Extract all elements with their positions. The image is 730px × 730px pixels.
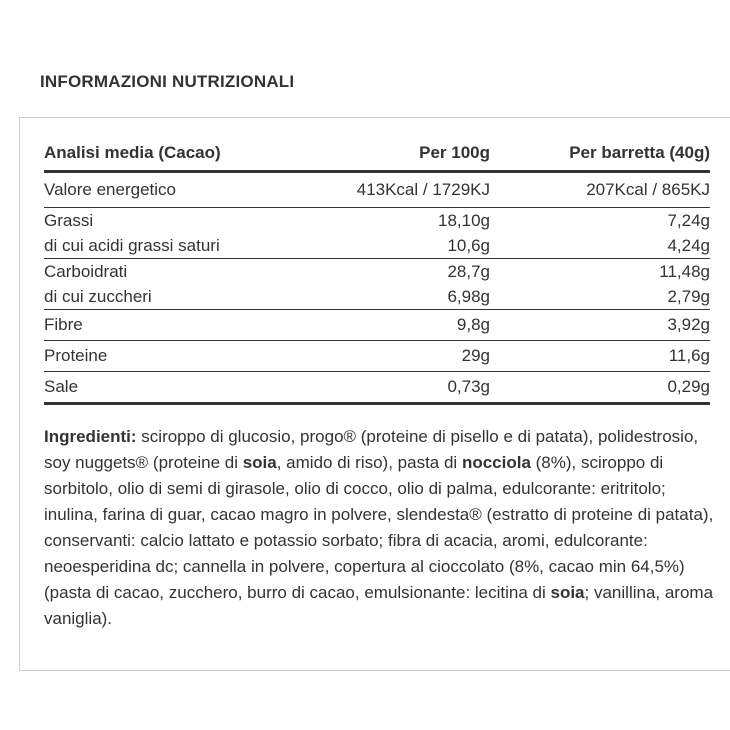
nutrition-panel <box>19 117 730 671</box>
header-per-100g: Per 100g <box>294 136 490 172</box>
row-value-bar: 11,48g <box>659 262 710 281</box>
row-value-100g: 10,6g <box>294 233 490 259</box>
header-analysis: Analisi media (Cacao) <box>44 136 294 172</box>
table-row <box>44 310 710 341</box>
table-row <box>44 341 710 372</box>
ingredients-part: ; vanillina, aroma vaniglia). <box>44 583 714 628</box>
row-value-bar: 207Kcal / 865KJ <box>490 172 710 208</box>
section-title: INFORMAZIONI NUTRIZIONALI <box>40 72 295 91</box>
table-row <box>44 208 710 234</box>
row-value-100g: 9,8g <box>294 310 490 341</box>
row-value-100g: 28,7g <box>447 262 490 281</box>
row-label: Grassi <box>44 211 94 230</box>
row-label: di cui acidi grassi saturi <box>44 233 294 259</box>
row-value-100g: 18,10g <box>438 211 490 230</box>
allergen-nocciola: nocciola <box>461 453 531 472</box>
allergen-soia: soia <box>242 453 277 472</box>
row-value-bar: 4,24g <box>490 233 710 259</box>
row-label: Sale <box>44 372 294 404</box>
table-header-row <box>44 136 710 172</box>
row-value-100g: 413Kcal / 1729KJ <box>294 172 490 208</box>
row-value-100g: 6,98g <box>294 284 490 310</box>
ingredients-text <box>44 424 714 632</box>
row-label: Valore energetico <box>44 172 294 208</box>
allergen-soia: soia <box>550 583 585 602</box>
row-value-bar: 0,29g <box>490 372 710 404</box>
nutrition-table <box>44 136 710 405</box>
header-per-bar: Per barretta (40g) <box>490 136 710 172</box>
table-row <box>44 233 710 259</box>
row-value-100g: 29g <box>294 341 490 372</box>
row-value-bar: 2,79g <box>490 284 710 310</box>
row-value-bar: 7,24g <box>667 211 710 230</box>
row-label: Fibre <box>44 310 294 341</box>
ingredients-part: , amido di riso), pasta di <box>276 453 462 472</box>
row-value-100g: 0,73g <box>294 372 490 404</box>
row-value-bar: 3,92g <box>490 310 710 341</box>
ingredients-part: sciroppo di glucosio, progo® (proteine di pisello e di patata), polidestrosio, soy nuggets® (proteine di <box>44 427 699 472</box>
table-row <box>44 372 710 404</box>
row-label: di cui zuccheri <box>44 284 294 310</box>
ingredients-label: Ingredienti: <box>44 427 137 446</box>
table-row <box>44 284 710 310</box>
ingredients-part: (8%), sciroppo di sorbitolo, olio di semi di girasole, olio di cocco, olio di palma, edulcorante: eritritolo; inulina, farina di guar, cacao magro in polvere, slendesta® (estratto di proteine di patata), conservanti: calcio lattato e potassio sorbato; fibra di acacia, aromi, edulcorante: neoesperidina dc; cannella in polvere, copertura al cioccolato (8%, cacao min 64,5%)(pasta di cacao, zucchero, burro di cacao, emulsionante: lecitina di <box>44 453 714 602</box>
table-row <box>44 259 710 285</box>
row-value-bar: 11,6g <box>490 341 710 372</box>
row-label: Proteine <box>44 341 294 372</box>
row-label: Carboidrati <box>44 262 128 281</box>
table-row <box>44 172 710 208</box>
